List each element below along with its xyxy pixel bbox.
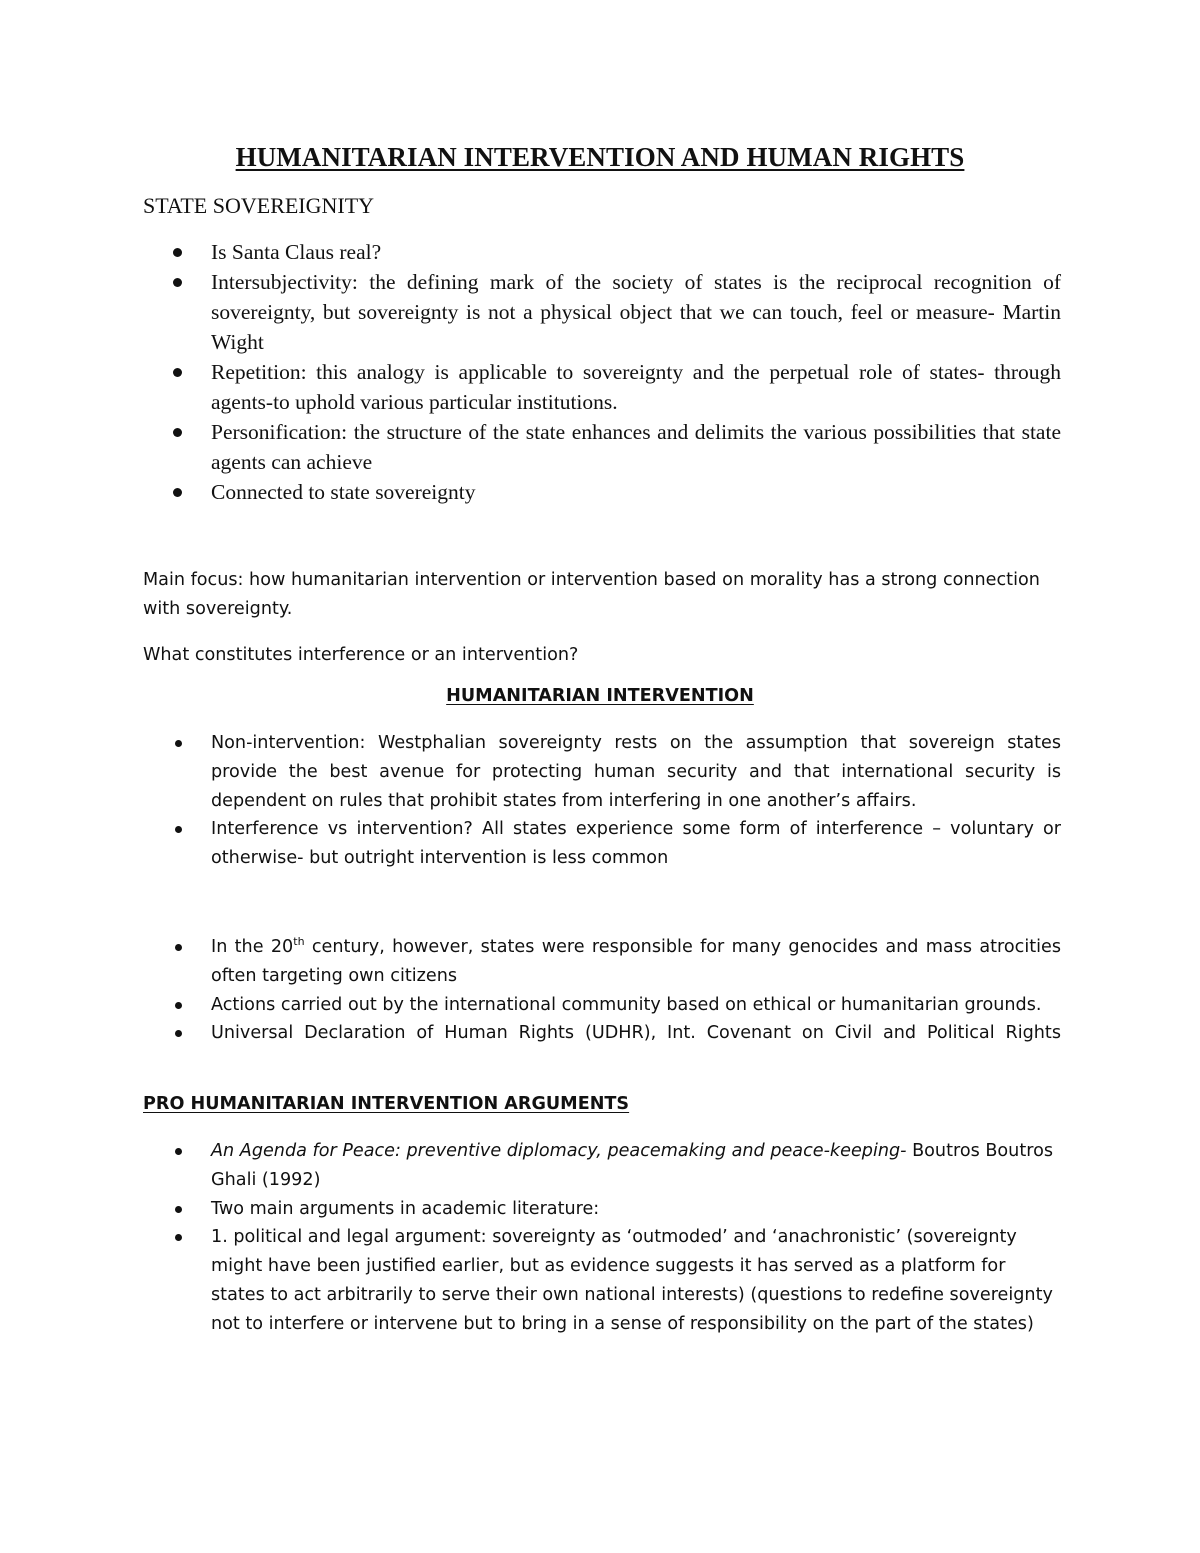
text-part: century, however, states were responsible for many genocides and mass atrocities often targeting own citizens <box>211 937 1061 986</box>
list-item <box>143 1019 1061 1048</box>
superscript: th <box>293 935 305 948</box>
list-item-text: Interference vs intervention? All states experience some form of interference – voluntary or otherwise- but outright intervention is less common <box>211 819 1061 869</box>
main-focus-paragraph: Main focus: how humanitarian intervention or intervention based on morality has a strong connection with sovereignty. <box>143 570 1040 619</box>
list-item <box>143 1223 1061 1338</box>
list-item <box>143 815 1061 873</box>
list-item <box>143 991 1061 1020</box>
list-item <box>143 357 1061 417</box>
list-item <box>143 237 1061 267</box>
document-title: HUMANITARIAN INTERVENTION AND HUMAN RIGHTS <box>235 142 965 172</box>
list-item-text: Two main arguments in academic literature: <box>211 1198 600 1219</box>
list-item-text <box>211 1141 1053 1190</box>
list-item-text <box>211 937 1061 986</box>
italic-text: An Agenda for Peace: preventive diplomacy, peacemaking and peace-keeping- <box>211 1141 907 1161</box>
section-heading-pro-arguments: PRO HUMANITARIAN INTERVENTION ARGUMENTS <box>143 1094 630 1114</box>
list-item-text: Connected to state sovereignty <box>211 480 476 504</box>
list-item-text: Universal Declaration of Human Rights (UDHR), Int. Covenant on Civil and Political Rights <box>211 1023 1061 1044</box>
pro-arguments-list <box>143 1137 1061 1339</box>
list-item-text: Actions carried out by the international community based on ethical or humanitarian grounds. <box>211 994 1042 1015</box>
list-item <box>143 417 1061 477</box>
list-item-text: Personification: the structure of the state enhances and delimits the various possibilities that state agents can achieve <box>211 420 1061 474</box>
text-part: Boutros Boutros Ghali (1992) <box>211 1141 1054 1190</box>
text-part: In the 20 <box>211 937 294 957</box>
list-item <box>143 1137 1061 1195</box>
list-item <box>143 729 1061 815</box>
list-item <box>143 267 1061 357</box>
list-item <box>143 1195 1061 1224</box>
humanitarian-intervention-list-a <box>143 729 1061 873</box>
question-paragraph: What constitutes interference or an intervention? <box>143 645 579 665</box>
list-item-text: Is Santa Claus real? <box>211 240 382 264</box>
section-heading-state-sovereignty: STATE SOVEREIGNITY <box>143 193 375 218</box>
list-item-text: Repetition: this analogy is applicable to sovereignty and the perpetual role of states- through agents-to uphold various particular institutions. <box>211 360 1061 414</box>
section-heading-humanitarian-intervention: HUMANITARIAN INTERVENTION <box>446 686 754 706</box>
list-item-text: 1. political and legal argument: sovereignty as ‘outmoded’ and ‘anachronistic’ (sovereignty might have been justified earlier, but as evidence suggests it has served as a platform for states to act arbitrarily to serve their own national interests) (questions to redefine sovereignty not to interfere or intervene but to bring in a sense of responsibility on the part of the states) <box>211 1227 1053 1334</box>
list-item <box>143 933 1061 991</box>
humanitarian-intervention-list-b <box>143 933 1061 1048</box>
list-item <box>143 477 1061 507</box>
list-item-text: Non-intervention: Westphalian sovereignty rests on the assumption that sovereign states provide the best avenue for protecting human security and that international security is dependent on rules that prohibit states from interfering in one another’s affairs. <box>211 733 1061 811</box>
list-item-text: Intersubjectivity: the defining mark of the society of states is the reciprocal recognition of sovereignty, but sovereignty is not a physical object that we can touch, feel or measure- Martin Wight <box>211 270 1061 354</box>
state-sovereignty-list <box>143 237 1061 507</box>
